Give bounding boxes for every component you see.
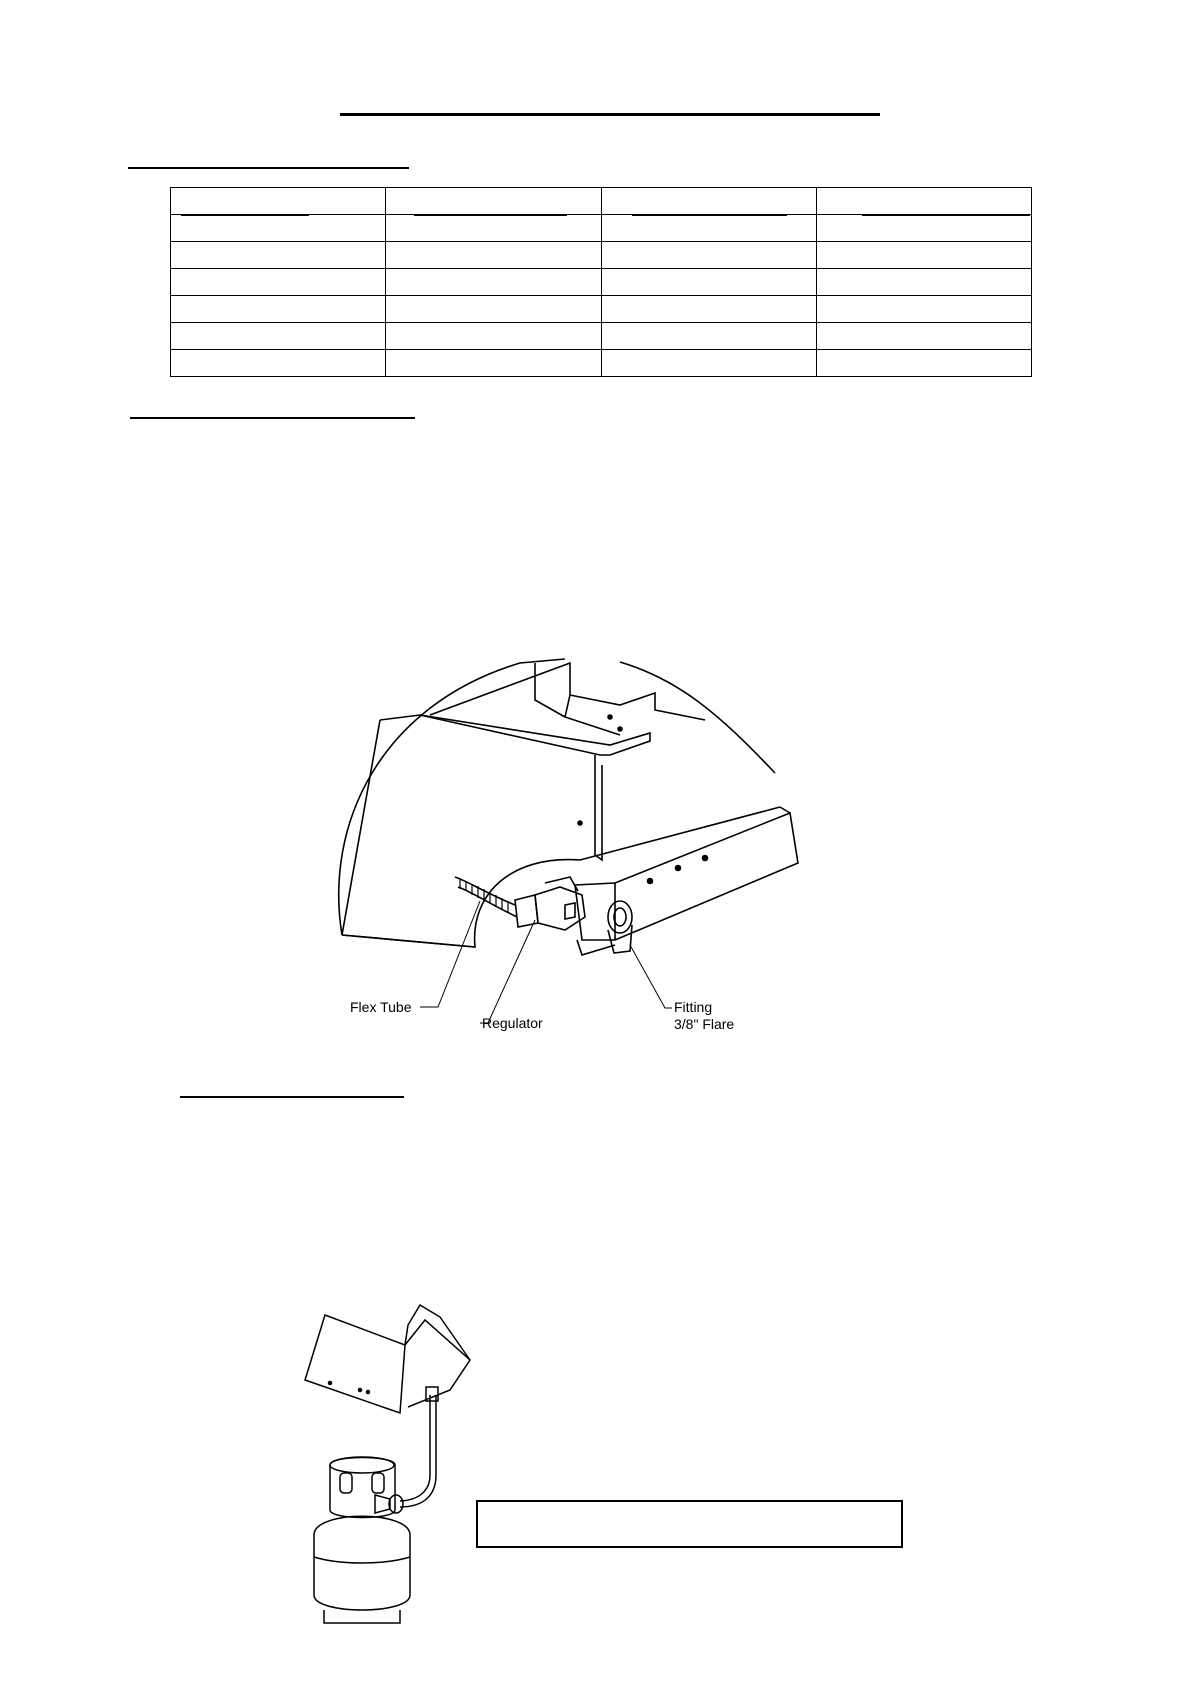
table-header-row: [171, 188, 1032, 215]
fitting-label: Fitting: [674, 999, 713, 1015]
fitting-size-label: 3/8" Flare: [674, 1016, 735, 1032]
table-cell: [816, 215, 1031, 242]
table-cell: [171, 242, 386, 269]
table-cell: [601, 215, 816, 242]
table-cell: [171, 215, 386, 242]
table-cell: [386, 215, 601, 242]
table-cell: [816, 242, 1031, 269]
table-cell: [171, 269, 386, 296]
table-row: [171, 323, 1032, 350]
table-cell: [601, 296, 816, 323]
table-cell: [601, 269, 816, 296]
table-cell: [171, 323, 386, 350]
table-cell: [386, 350, 601, 377]
flex-tube-label: Flex Tube: [350, 999, 412, 1015]
table-cell: [386, 296, 601, 323]
table-cell: [386, 269, 601, 296]
table-header-cell: [171, 188, 386, 215]
table-cell: [171, 296, 386, 323]
table-cell: [816, 269, 1031, 296]
section-2-heading-underline: [130, 417, 415, 419]
table-header-cell: [816, 188, 1031, 215]
table-cell: [171, 350, 386, 377]
specification-table: [170, 187, 1032, 377]
table-header-cell: [386, 188, 601, 215]
table-cell: [601, 323, 816, 350]
table-cell: [816, 323, 1031, 350]
table-header-cell: [601, 188, 816, 215]
page-title-underline: [340, 113, 880, 116]
table-row: [171, 269, 1032, 296]
table-cell: [601, 350, 816, 377]
table-cell: [816, 350, 1031, 377]
table-cell: [601, 242, 816, 269]
table-cell: [386, 323, 601, 350]
table-cell: [386, 242, 601, 269]
regulator-label: Regulator: [482, 1015, 543, 1031]
table-row: [171, 350, 1032, 377]
table-cell: [816, 296, 1031, 323]
section-3-heading-underline: [180, 1096, 404, 1098]
table-row: [171, 215, 1032, 242]
callout-box: [476, 1500, 903, 1548]
table-row: [171, 296, 1032, 323]
regulator-connection-diagram: [320, 655, 820, 1055]
section-1-heading-underline: [128, 167, 409, 169]
propane-cylinder-diagram: [300, 1295, 510, 1625]
table-row: [171, 242, 1032, 269]
